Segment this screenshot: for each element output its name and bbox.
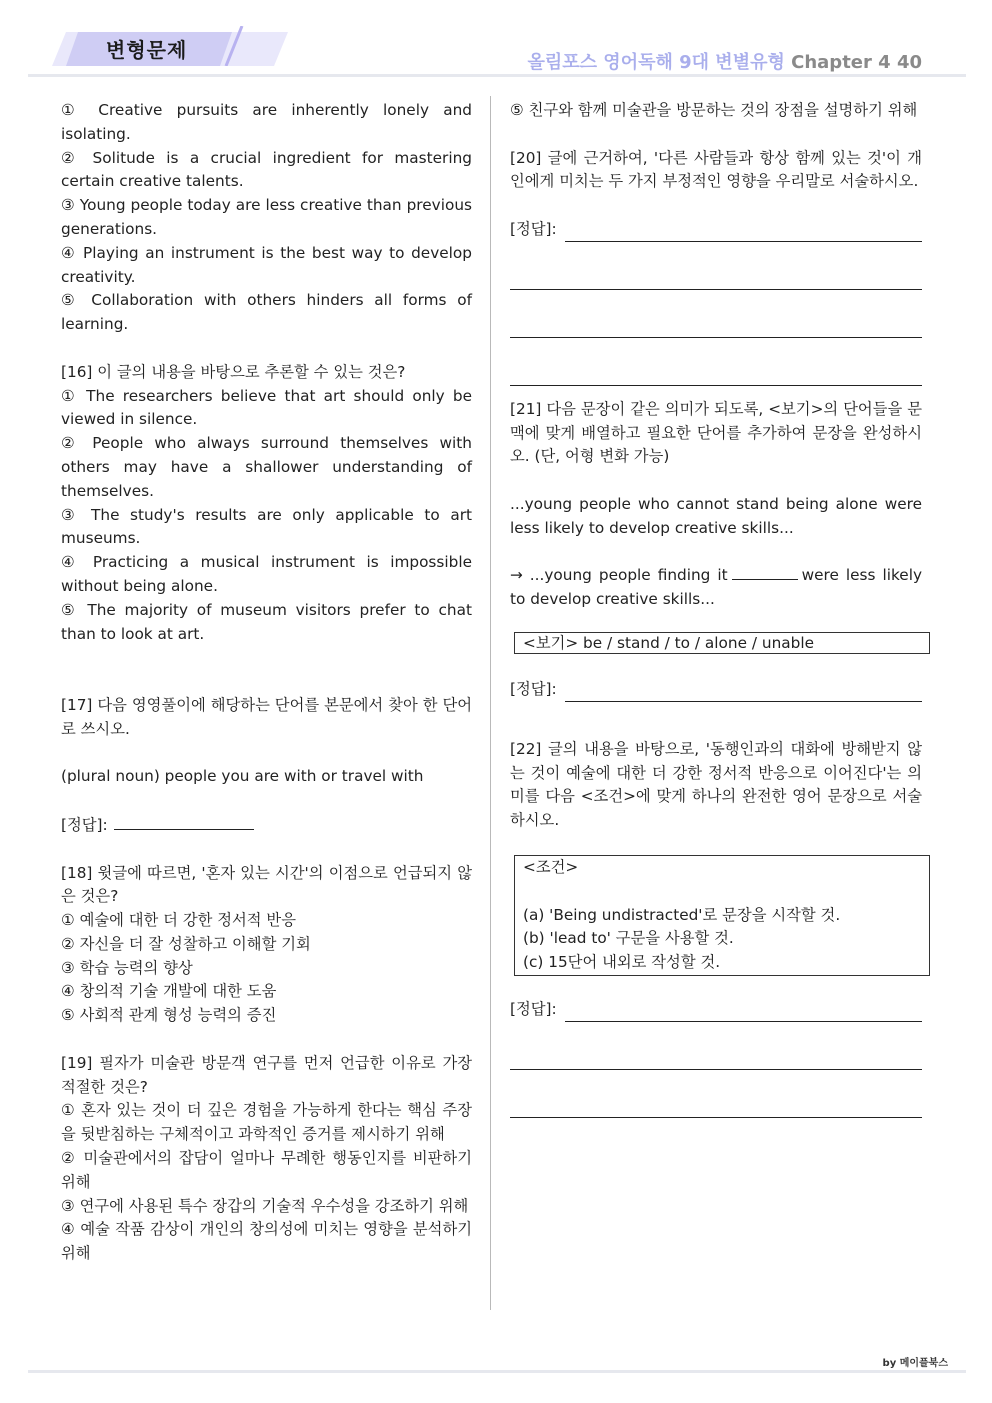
q16-option-1: ① The researchers believe that art should only be viewed in silence.: [61, 386, 472, 429]
q21-source-sentence: ...young people who cannot stand being alone were less likely to develop creative skills...: [510, 494, 922, 537]
q18-option-4: ④ 창의적 기술 개발에 대한 도움: [61, 982, 277, 1001]
q15-option-2: ② Solitude is a crucial ingredient for mastering certain creative talents.: [61, 148, 472, 191]
column-divider: [490, 96, 491, 1310]
q18-option-5: ⑤ 사회적 관계 형성 능력의 증진: [61, 1006, 277, 1025]
q16-option-2: ② People who always surround themselves with others may have a shallower understanding of themselves.: [61, 434, 472, 500]
q21-answer: [510, 678, 922, 702]
q21-target-sentence: [510, 564, 922, 612]
q22-answer-line-1[interactable]: [565, 1004, 922, 1022]
header-rule: [28, 74, 966, 77]
left-column: [61, 99, 472, 1266]
right-column: [510, 99, 922, 1118]
q17-answer-label: [정답]:: [61, 815, 108, 834]
q18-option-1: ① 예술에 대한 더 강한 정서적 반응: [61, 911, 296, 930]
q20-answer: [510, 218, 922, 242]
q22-condition-a: (a) 'Being undistracted'로 문장을 시작할 것.: [523, 905, 841, 924]
q21-answer-label: [정답]:: [510, 679, 557, 698]
q22-answer-label: [정답]:: [510, 999, 557, 1018]
header-title: [527, 48, 922, 74]
q21-bogi-box: [514, 632, 930, 654]
q20-answer-line-2[interactable]: [510, 266, 922, 290]
book-title: 올림포스 영어독해 9대 변별유형: [527, 52, 785, 73]
q15-option-1: ① Creative pursuits are inherently lonely and isolating.: [61, 101, 472, 143]
q17-definition: (plural noun) people you are with or travel with: [61, 767, 424, 786]
q17-answer: [61, 813, 472, 838]
q22-answer-line-3[interactable]: [510, 1094, 922, 1118]
header-badge: [52, 26, 288, 66]
q18-option-3: ③ 학습 능력의 향상: [61, 958, 193, 977]
q18-option-2: ② 자신을 더 잘 성찰하고 이해할 기회: [61, 934, 311, 953]
q15-option-3: ③ Young people today are less creative than previous generations.: [61, 196, 472, 238]
chapter-label: Chapter 4 40: [791, 52, 922, 73]
q19-option-1: ① 혼자 있는 것이 더 깊은 경험을 가능하게 한다는 핵심 주장을 뒷받침하는 구체적이고 과학적인 증거를 제시하기 위해: [61, 1101, 472, 1144]
q22-answer: [510, 998, 922, 1022]
q17-answer-blank[interactable]: [114, 813, 254, 830]
footer-rule: [28, 1370, 966, 1373]
q21-target-before: → ...young people finding it: [510, 566, 728, 585]
q20-answer-line-1[interactable]: [565, 224, 922, 242]
q21-bogi-text: <보기> be / stand / to / alone / unable: [523, 633, 815, 652]
footer-credit: by 메이플북스: [882, 1358, 948, 1369]
q21-target-after: were less likely to develop creative skills...: [510, 566, 922, 609]
q15-option-4: ④ Playing an instrument is the best way to develop creativity.: [61, 243, 472, 286]
q16-option-3: ③ The study's results are only applicable to art museums.: [61, 505, 472, 548]
q19-option-5: ⑤ 친구와 함께 미술관을 방문하는 것의 장점을 설명하기 위해: [510, 101, 918, 119]
q20-answer-line-4[interactable]: [510, 362, 922, 386]
q22-answer-line-2[interactable]: [510, 1046, 922, 1070]
header-badge-label: 변형문제: [106, 38, 188, 62]
q22-condition-c: (c) 15단어 내외로 작성할 것.: [523, 953, 721, 972]
q16-option-4: ④ Practicing a musical instrument is impossible without being alone.: [61, 553, 472, 595]
q20-answer-label: [정답]:: [510, 219, 557, 238]
q19-option-4: ④ 예술 작품 감상이 개인의 창의성에 미치는 영향을 분석하기 위해: [61, 1220, 472, 1263]
q18-question: [18] 윗글에 따르면, '혼자 있는 시간'의 이점으로 언급되지 않은 것은?: [61, 863, 472, 906]
q21-answer-line[interactable]: [565, 684, 922, 702]
q22-question: [22] 글의 내용을 바탕으로, '동행인과의 대화에 방해받지 않는 것이 예술에 대한 더 강한 정서적 반응으로 이어진다'는 의미를 다음 <조건>에 맞게 하나의 완전한 영어 문장으로 서술하시오.: [510, 739, 922, 830]
q16-option-5: ⑤ The majority of museum visitors prefer to chat than to look at art.: [61, 600, 472, 643]
q22-condition-box: [514, 855, 930, 976]
q15-option-5: ⑤ Collaboration with others hinders all forms of learning.: [61, 291, 472, 334]
q22-condition-title: <조건>: [523, 857, 579, 876]
q22-condition-b: (b) 'lead to' 구문을 사용할 것.: [523, 929, 734, 948]
q20-answer-line-3[interactable]: [510, 314, 922, 338]
q19-option-2: ② 미술관에서의 잡담이 얼마나 무례한 행동인지를 비판하기 위해: [61, 1149, 472, 1191]
q20-question: [20] 글에 근거하여, '다른 사람들과 항상 함께 있는 것'이 개인에게 미치는 두 가지 부정적인 영향을 우리말로 서술하시오.: [510, 148, 922, 191]
q19-question: [19] 필자가 미술관 방문객 연구를 먼저 언급한 이유로 가장 적절한 것은?: [61, 1053, 472, 1096]
q19-option-3: ③ 연구에 사용된 특수 장갑의 기술적 우수성을 강조하기 위해: [61, 1196, 469, 1215]
q21-inline-blank[interactable]: [732, 565, 798, 580]
q16-question: [16] 이 글의 내용을 바탕으로 추론할 수 있는 것은?: [61, 362, 406, 381]
q21-question: [21] 다음 문장이 같은 의미가 되도록, <보기>의 단어들을 문맥에 맞게 배열하고 필요한 단어를 추가하여 문장을 완성하시오. (단, 어형 변화 가능): [510, 399, 922, 466]
q17-question: [17] 다음 영영풀이에 해당하는 단어를 본문에서 찾아 한 단어로 쓰시오.: [61, 695, 472, 738]
